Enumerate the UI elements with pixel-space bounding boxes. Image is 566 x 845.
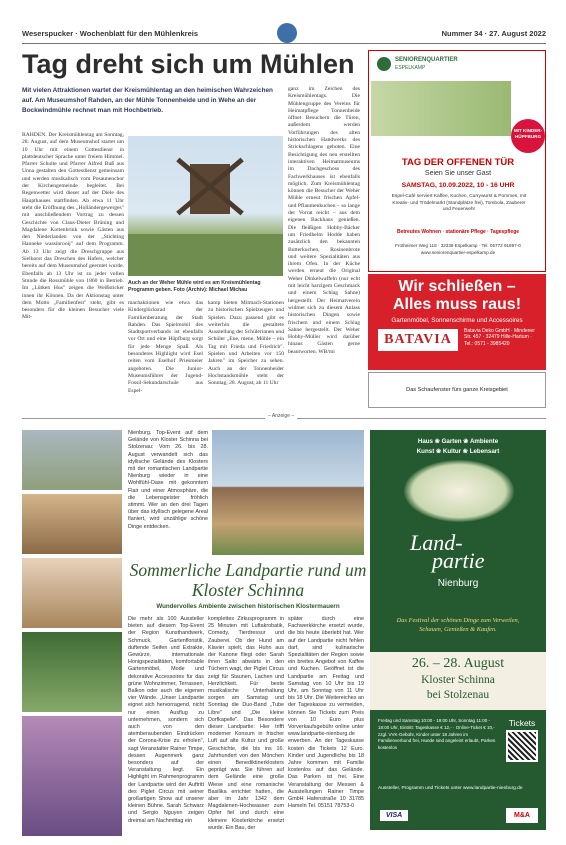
landpartie-script-2: partie <box>432 548 485 573</box>
event-venue-1: Kloster Schinna <box>421 674 495 686</box>
classified-tagline: Das Schaufenster fürs ganze Kreisgebiet <box>368 372 546 408</box>
photo-market <box>22 494 122 554</box>
advertisement-label: – Anzeige – <box>265 413 297 419</box>
organizer-logo: M&A <box>506 808 538 823</box>
photo-plants <box>22 632 122 712</box>
page-header <box>22 25 546 41</box>
newspaper-logo-icon <box>277 23 297 43</box>
ad-batavia <box>368 274 546 370</box>
daisy-bouquet-image <box>404 460 514 522</box>
ad-topline-2: Kunst ❀ Kultur ❀ Lebensart <box>416 448 500 455</box>
tickets-label: Tickets <box>508 718 536 728</box>
photo-kloster <box>212 430 364 555</box>
article-lead: Mit vielen Attraktionen wartet der Kreismühlentag an den heimischen Wahrzeichen auf. Am Museumshof Rahden, an der Mühle Tonnenheide und in Wehe an der Bockwindmühle rechnet man mit Hochbetrieb. <box>22 87 273 115</box>
seniorenquartier-logo-icon <box>377 57 391 71</box>
photo-decor <box>22 558 122 628</box>
hupfburg-badge: MIT KINDER-HÜPFBURG <box>511 119 545 153</box>
visa-logo: VISA <box>380 810 408 821</box>
batavia-subline: Gartenmöbel, Sonnenschirme und Accessoires <box>391 317 523 324</box>
open-day-title: TAG DER OFFENEN TÜR <box>401 157 515 168</box>
contact-info: Frotheimer Weg 118 · 32339 Espelkamp · Tel. 05772 91897-0 www.seniorenquartier-espelkamp.de <box>395 243 521 255</box>
landpartie-script-1: Land- <box>410 530 463 555</box>
landpartie-column-2: komplettes Zirkusprogramm in 25 Minuten mit Luftakrobatik, Comedy, Tierdressur und Zauberei. Ob der Hund am Klavier spielt, das Huhn aus der Kanone fliegt oder Sarah ihren Salto abwärts in den Tüchern wagt, der Piglet Circus zeigt für Staunen, Lachen und Herzlichkeit. Für beste musikalische Unterhaltung sorgen am Samstag und Sonntag die Duo-Band „Tube Libre" und „Die kleine Dorfkapelle". Das Besondere dieser Landpartie: Hier trifft moderner Konsum in frischer Luft auf alte Kultur und große Geschichte, die bis ins 16. Jahrhundert von den Mönchen einen Benediktinerklosters geprägt war. Sie führen auf dem Gelände eine große Wiese und eine romanische Basilika errichtet hatten, die aber im Jahr 1342 dem Magdalenen-Hochwasser zum Opfer fiel und durch eine kleinere Klosterkirche ersetzt wurde. Ein Bau, der <box>208 616 284 831</box>
windmill-icon <box>190 164 230 214</box>
batavia-logo: BATAVIA <box>378 329 458 351</box>
landpartie-intro: Nienburg. Top-Event auf dem Gelände von Kloster Schinna bei Stolzenau: Vom 26. bis 28. August verwandelt sich das idyllische Gelände des Klosters mit der romantischen Landpartie Nienburg wieder in eine Wohlfühl-Oase mit gekonntem Flair und einer Atmosphäre, die die Lebensgeister fröhlich stimmt. Wer an den drei Tagen über das idyllisch gelegene Areal flaniert, wird unzählige schöne Dinge entdecken. <box>128 430 208 530</box>
photo-caption: Auch an der Weher Mühle wird es am Kreismühlentag Programm geben. Foto (Archiv): Michael Michau <box>128 280 261 293</box>
event-venue-2: bei Stolzenau <box>426 689 490 701</box>
ad-brand: SENIORENQUARTIER <box>395 57 458 63</box>
open-day-subtitle: Seien Sie unser Gast <box>424 170 492 177</box>
windmill-photo <box>128 136 283 276</box>
publication-name: Weserspucker · Wochenblatt für den Mühlenkreis <box>22 29 199 38</box>
photo-costume <box>22 716 122 836</box>
ad-seniorenquartier <box>368 50 546 272</box>
landpartie-subheadline: Wundervolles Ambiente zwischen historischen Klostermauern <box>156 603 340 610</box>
batavia-address: Batavia Deko GmbH · Mindener Str. 457 · 32479 Hille-Hartum · Tel.: 0571 - 3985420 <box>464 328 535 347</box>
ad-landpartie-nienburg <box>370 430 546 830</box>
open-day-details: Espel-Café serviert Kaffee, Kuchen, Currywurst & Pommes, mit Kreativ- und Trödelmarkt (Standplätze frei), Tombola, Zauberer und Feuerwehr <box>391 194 527 212</box>
landpartie-column-3: später durch eine Fachwerkkirche ersetzt wurde, die bis heute überlebt hat. Wer auf der Landpartie nicht fehlen darf, sind kulinarische Spezialitäten der Region sowie ein breites Angebot von Kaffee und Kuchen. Geöffnet ist die Landpartie am Freitag und Samstag von 10 Uhr bis 19 Uhr, am Sonntag von 11 Uhr bis 18 Uhr. Die Weitereiches an der Tageskasse zu vermeiden, können Sie Tickets zum Preis von 10 Euro plus Vorverkaufsgebühr online unter www.landpartie-nienburg.de erwerben. An der Tageskasse kosten die Tickets 12 Euro. Kinder und Jugendliche bis 18 Jahre kommen mit Familie kostenlos auf das Gelände. Das Parken ist frei. Eine Veranstaltung der Messen & Ausstellungen Rainer Timpe GmbH Hafenstraße 10 31785 Hameln Tel. 05151 78753-0 <box>288 616 364 810</box>
article-title: Tag dreht sich um Mühlen <box>22 49 355 79</box>
opening-hours: Freitag und Samstag 10:00 - 19:00 Uhr, Sonntag 11:00 - 18:00 Uhr, Eintritt: Tageskasse € 12,- · Online-Ticket € 10,- zzgl. VVK-Gebühr, Kinder unter 18 Jahren im Familienverbund frei, Hunde sind angeleint erlaubt, Parken kostenlos <box>378 718 496 751</box>
article-column-2: machaktionen wie etwa das Kinderglücksrad der Familienberatung der Stadt Rahden. Das Spielmobil des Stadtsportverbands ist ebenfalls vor Ort und eine Hüpfburg sorgt für jede Menge Spaß. Als besonderes Highlight wird Esel reiten vom Eselhof Priesmeier angeboten. Die Junior-Museumsführer der Jugend-Fossil-Sekundarschule aus Espel- <box>128 300 203 394</box>
open-day-date: SAMSTAG, 10.09.2022, 10 - 16 UHR <box>401 182 515 189</box>
article-column-4: ganz im Zeichen des Kreismühlentags. Die Mühlengruppe des Vereins für Heimatpflege Tonnenheide öffnet Besuchern die Türen, außerdem werden Vorführungen des alten historischen Handwerks des Strickschlagens geboten. Eine Besichtigung des neu erstellten interaktiven Heimatmuseums im Dachgeschoss des Fachwerkhauses ist ebenfalls möglich. Zum Kreismühlentag können die Besucher der Weher Mühle erneut frischen Apfel- und Pflaumenkuchen – so lange der Vorrat reicht – aus dem eigenen Backhaus genießen. Die fleißigen Hobby-Bäcker um Friedhelm Hodde haben zusätzlich den bekannten Butterkuchen, Rosinenbrote und weitere Spezialitäten aus ihrem Ofen. In der Küche werden erneut die Original Weher Dinkelwaffeln (nur echt mit leicht harzigem Geschmack und einem Schlag Sahne) hergestellt. Der Heimatverein widmet sich zu diesem Anlass historischen Dingen sowie frischem und einem Schlag Sahne hergestellt. Der Weher Hobby-Müller wird darüber hinaus Gästen gerne beantworten. WB/mi <box>288 86 360 355</box>
header-rule <box>22 43 546 44</box>
balloons-photo <box>371 81 511 136</box>
meadow <box>128 234 283 276</box>
article-column-1: RAHDEN. Der Kreismühlentag am Sonntag, 28. August, auf dem Museumshof startet um 10 Uhr mit einem Gottesdienst in plattdeutscher Sprache unter freiem Himmel. Pfarrer Schulte und Pfarrer Alfred Buß aus Unna gestalten den Gottesdienst gemeinsam und werden musikalisch vom Posaunenchor der Kirchengemeinde begleitet. Bei Regenwetter wird dieser auf der Diele des Haupthauses stattfinden. Ab etwa 11 Uhr steht die Eröffnung des „Holländergewerges" mit anschließendem Vortrag zu dessen Geschichte von Claus-Dieter Brüning und Magdalene Kottenbrink sowie Gästen aus den Niederlanden von der „Stichting Hanneke wassinrooij" auf dem Programm. Ab 13 Uhr zeigt die Dreschgruppe aus Sielhorst das Dreschen des Hafers, welcher bereits auf dem Museumshof geerntet wurde. Ebenfalls ab 13 Uhr ist zu jeder vollen Stunde die Rossmühle von 1860 in Betrieb. Im „Lütken Hus" zeigen die Weißsticker innen ihr Können. Da der Aktionstag unter dem Motto „Familienfest" steht, gibt es besonders für die kleinen Besucher viele Mit- <box>22 132 124 321</box>
landpartie-claim: Das Festival der schönen Dinge zum Verweilen, Schauen, Genießen & Kaufen. <box>396 617 520 633</box>
ad-place: ESPELKAMP <box>395 65 426 71</box>
batavia-headline-2: Alles muss raus! <box>392 296 522 313</box>
landpartie-headline: Sommerliche Landpartie rund um Kloster Schinna <box>129 560 367 600</box>
care-services: Betreutes Wohnen · stationäre Pflege · Tagespflege <box>396 229 520 235</box>
date-panel <box>370 652 546 710</box>
photo-tents <box>22 430 122 490</box>
batavia-headline-1: Wir schließen – <box>398 278 516 295</box>
ad-topline-1: Haus ❀ Garten ❀ Ambiente <box>417 438 499 445</box>
ad-footer: Aussteller, Programm und Tickets unter www.landpartie-nienburg.de <box>378 786 523 791</box>
event-dates: 26. – 28. August <box>411 656 505 671</box>
article-column-3: kamp bieten Mitmach-Stationen zu historischen Spielzeugen und Spielen. Dazu passend gibt es weiterhin die gestaltete Ausstellung der Schülerinnen und Schüler „Ene, mene, Mühle – ein Tag mit Frieda und Friedrich". Spielen und Arbeiten vor 150 Jahren" im Speicher zu sehen. Auch an der Tonnenheider Hochstandsmühle steht der Sonntag, 28. August, ab 11 Uhr <box>208 300 284 387</box>
landpartie-city: Nienburg <box>437 578 479 589</box>
qr-code-icon[interactable] <box>506 730 538 762</box>
issue-date: Nummer 34 · 27. August 2022 <box>441 29 546 38</box>
landpartie-column-1: Die mehr als 100 Aussteller bieten auf diesem Top-Event der Region Kunsthandwerk, Schmuck, Gartenfloristik, duftende Seifen und Extrakte, Gewürze, internationale Honigspezialitäten, komfortable Gartenmöbel, Mode und dekorative Accessoires für das grüne Wohnzimmer, Terrassen, Balkon oder auch die eigenen vier Wände. „Unser Landpartie eignet sich hervorragend, nicht nur einen Ausflug zu unternehmen, sondern sich auch von den atemberaubenden Eindrücken der Corona-Krise zu erholen", sagt Veranstalter Rainer Timpe, dessen Augenmerk ganz besonders auf der Veranstaltung liegt. Ein Highlight im Rahmenprogramm der Landpartie wird der Auftritt des Piglet Circus mit seiner großartigen Show auf unserer kleinen Bühne. Sarah Schwarz und Sergio Nguyen zeigen dreimal am Nachmittag ein <box>128 616 204 824</box>
